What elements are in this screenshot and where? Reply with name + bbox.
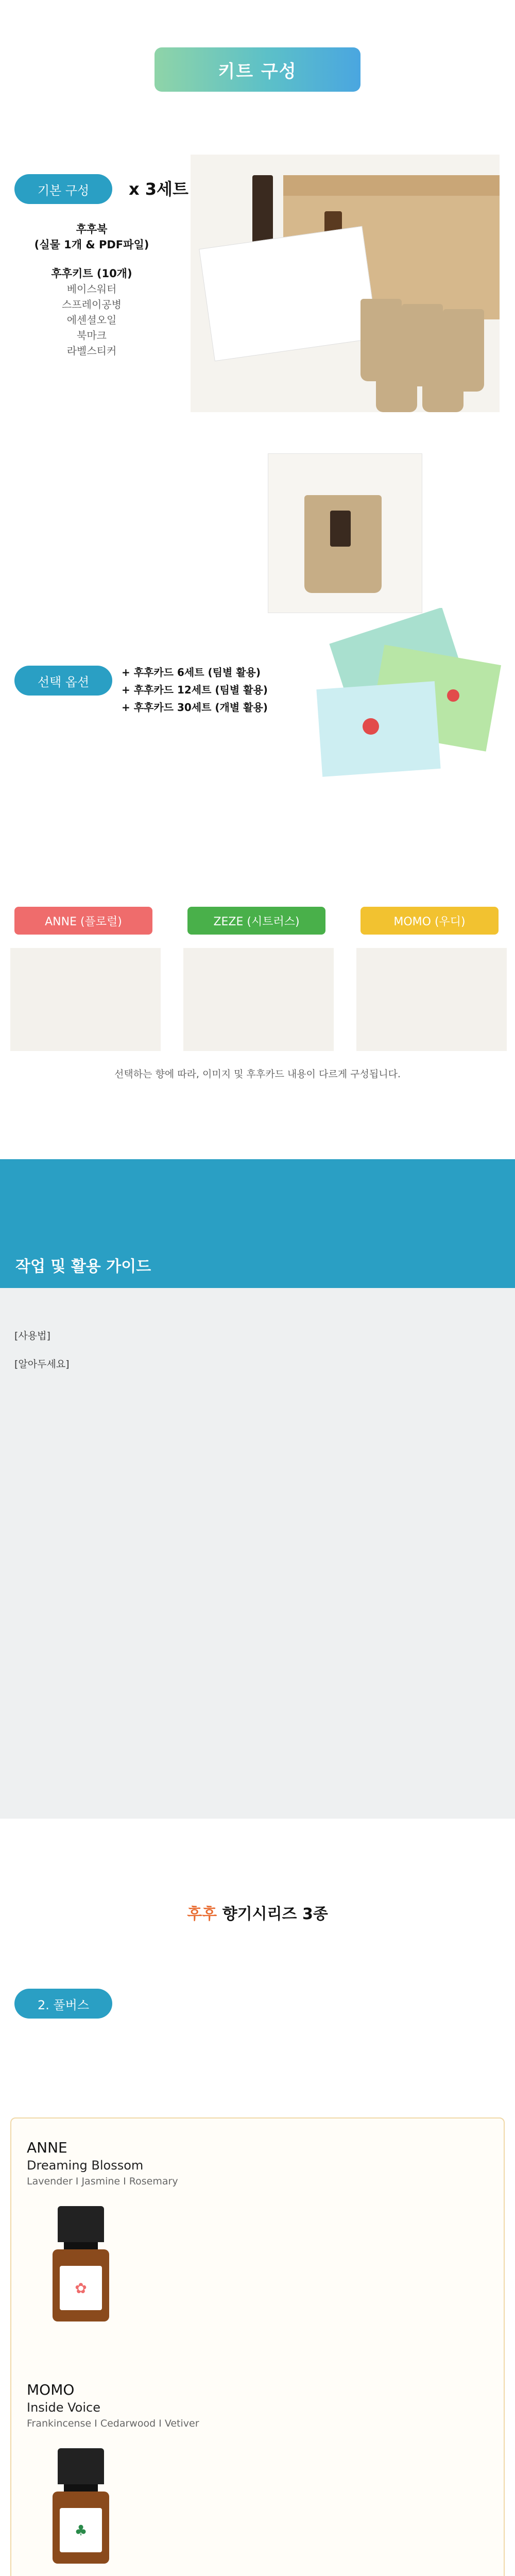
product-name: MOMO bbox=[27, 2381, 75, 2398]
guide-title: 작업 및 활용 가이드 bbox=[15, 1258, 151, 1276]
option-pill: 선택 옵션 bbox=[14, 666, 112, 696]
series-title bbox=[0, 1901, 515, 1924]
product-momo bbox=[27, 2381, 490, 2429]
series-section bbox=[0, 1819, 515, 2576]
cards-photo bbox=[309, 608, 505, 783]
kit-section bbox=[0, 0, 515, 1159]
product-name: ANNE bbox=[27, 2139, 67, 2156]
times-three: x 3세트 bbox=[129, 179, 188, 199]
card-figure bbox=[363, 718, 379, 735]
variant-photo-momo bbox=[356, 948, 507, 1051]
product-notes: Frankincense I Cedarwood I Vetiver bbox=[27, 2418, 199, 2429]
option-item: + 후후카드 30세트 (개별 활용) bbox=[122, 701, 268, 714]
tree-icon: ♣ bbox=[60, 2508, 102, 2552]
product-list bbox=[10, 2117, 505, 2576]
card-item: 스프레이공병 bbox=[62, 298, 122, 311]
product-anne bbox=[27, 2139, 490, 2187]
variant-pill-momo: MOMO (우디) bbox=[360, 907, 499, 935]
fullbus-pill: 2. 풀버스 bbox=[14, 1989, 112, 2019]
spray-bottle bbox=[252, 175, 273, 247]
variant-pill-anne: ANNE (플로럴) bbox=[14, 907, 152, 935]
variant-caption: 선택하는 향에 따라, 이미지 및 후후카드 내용이 다르게 구성됩니다. bbox=[114, 1069, 401, 1080]
variant-pill-zeze: ZEZE (시트러스) bbox=[187, 907, 325, 935]
guide-section bbox=[0, 1159, 515, 1819]
basic-config-pill: 기본 구성 bbox=[14, 174, 112, 204]
kit-banner-title: 키트 구성 bbox=[218, 61, 297, 82]
book-title: 후후북 bbox=[76, 223, 108, 235]
card-title: 후후키트 (10개) bbox=[51, 267, 132, 280]
card-item: 베이스워터 bbox=[66, 283, 117, 295]
card-item: 에센셜오일 bbox=[66, 314, 117, 326]
card-item: 라벨스티커 bbox=[66, 345, 117, 357]
card-item: 북마크 bbox=[77, 329, 107, 342]
vial-anne bbox=[42, 2206, 119, 2325]
product-sub: Inside Voice bbox=[27, 2400, 100, 2415]
guide-body bbox=[14, 1316, 499, 1373]
variant-photo-zeze bbox=[183, 948, 334, 1051]
caution-title: [알아두세요] bbox=[14, 1359, 70, 1370]
series-title-rest: 향기시리즈 3종 bbox=[217, 1905, 328, 1923]
zoom-photo bbox=[268, 453, 422, 613]
option-list bbox=[122, 664, 268, 716]
pouch bbox=[422, 345, 464, 412]
oil-bottle bbox=[330, 511, 351, 547]
product-notes: Lavender I Jasmine I Rosemary bbox=[27, 2176, 178, 2187]
option-item: + 후후카드 12세트 (팀별 활용) bbox=[122, 684, 268, 696]
flower-icon: ✿ bbox=[60, 2266, 102, 2310]
vial-momo bbox=[42, 2448, 119, 2567]
guide-header bbox=[0, 1159, 515, 1288]
variant-photo-anne bbox=[10, 948, 161, 1051]
kit-banner bbox=[154, 47, 360, 92]
book-sub: (실물 1개 & PDF파일) bbox=[34, 239, 149, 251]
series-title-accent: 후후 bbox=[187, 1905, 217, 1923]
card-figure bbox=[447, 689, 459, 702]
usage-title: [사용법] bbox=[14, 1330, 50, 1342]
cards-illustration bbox=[309, 608, 505, 783]
kit-photo bbox=[191, 155, 500, 412]
kit-book bbox=[199, 226, 378, 361]
option-item: + 후후카드 6세트 (팀별 활용) bbox=[122, 666, 261, 679]
kit-items bbox=[14, 222, 169, 359]
product-sub: Dreaming Blossom bbox=[27, 2158, 144, 2173]
pouch bbox=[376, 340, 417, 412]
kit-box-lid bbox=[283, 175, 500, 196]
